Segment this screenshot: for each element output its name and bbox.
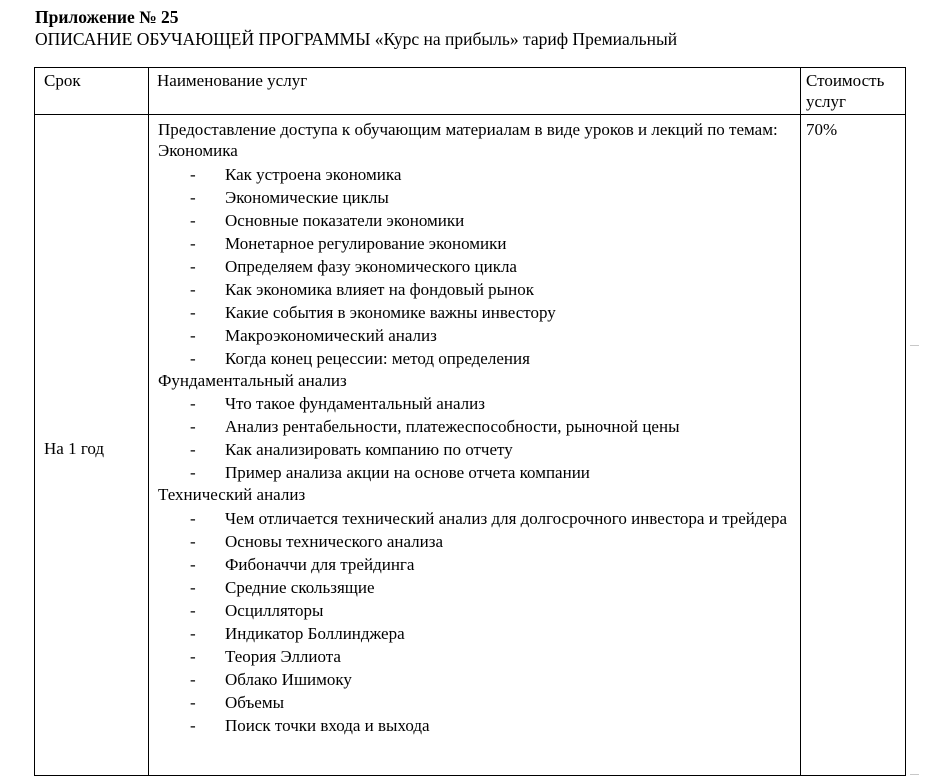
list-item [158, 576, 792, 599]
section-title: Фундаментальный анализ [158, 370, 347, 390]
list-item [158, 232, 792, 255]
list-item-text: Что такое фундаментальный анализ [225, 394, 485, 413]
table-row [35, 115, 906, 776]
list-item-text: Как анализировать компанию по отчету [225, 440, 513, 459]
dash-bullet: - [190, 256, 196, 276]
list-item-text: Какие события в экономике важны инвестору [225, 302, 556, 322]
dash-bullet: - [190, 210, 196, 230]
section-title: Технический анализ [158, 485, 306, 504]
list-item [158, 324, 792, 347]
dash-bullet: - [190, 715, 196, 735]
dash-bullet: - [190, 187, 196, 207]
list-item [158, 714, 792, 737]
list-item [158, 438, 792, 461]
list-item [158, 392, 792, 415]
price-cell [801, 115, 906, 776]
list-item [158, 691, 792, 714]
list-item-text: Когда конец рецессии: метод определения [225, 348, 530, 368]
list-item-text: Макроэкономический анализ [225, 325, 437, 345]
document-title: ОПИСАНИЕ ОБУЧАЮЩЕЙ ПРОГРАММЫ «Курс на прибыль» тариф Премиальный [35, 29, 678, 49]
list-item-text: Облако Ишимоку [225, 669, 352, 689]
dash-bullet: - [190, 531, 196, 551]
dash-bullet: - [190, 646, 196, 666]
list-item [158, 255, 792, 278]
list-item-text: Основы технического анализа [225, 531, 444, 551]
list-item [158, 530, 792, 553]
list-item-text: Осцилляторы [225, 600, 324, 620]
list-item [158, 163, 792, 186]
list-item [158, 278, 792, 301]
dash-bullet: - [190, 463, 196, 482]
list-item-text: Экономические циклы [225, 187, 389, 207]
page-heading [35, 6, 677, 50]
table-header-row [35, 68, 906, 115]
list-item [158, 645, 792, 668]
dash-bullet: - [190, 692, 196, 712]
list-item-text: Как устроена экономика [225, 164, 402, 184]
dash-bullet: - [190, 669, 196, 689]
list-item-text: Пример анализа акции на основе отчета компании [225, 463, 590, 482]
list-item [158, 622, 792, 645]
list-item-text: Чем отличается технический анализ для долгосрочного инвестора и трейдера [225, 508, 788, 528]
list-item-text: Поиск точки входа и выхода [225, 715, 430, 735]
list-item [158, 553, 792, 576]
list-item [158, 209, 792, 232]
dash-bullet: - [190, 508, 196, 528]
dash-bullet: - [190, 577, 196, 597]
list-item [158, 461, 792, 484]
list-item-text: Средние скользящие [225, 577, 375, 597]
page-edge-mark [910, 774, 919, 775]
topic-list [158, 163, 792, 370]
list-item-text: Фибоначчи для трейдинга [225, 554, 415, 574]
program-table [34, 67, 906, 776]
appendix-number: Приложение № 25 [35, 7, 179, 27]
dash-bullet: - [190, 279, 196, 299]
services-cell [149, 115, 801, 776]
list-item-text: Как экономика влияет на фондовый рынок [225, 279, 534, 299]
dash-bullet: - [190, 394, 196, 413]
services-intro: Предоставление доступа к обучающим материалам в виде уроков и лекций по темам: [158, 120, 778, 139]
dash-bullet: - [190, 325, 196, 345]
list-item [158, 347, 792, 370]
list-item [158, 186, 792, 209]
header-services-label: Наименование услуг [157, 71, 308, 90]
list-item-text: Определяем фазу экономического цикла [225, 256, 517, 276]
header-term-label: Срок [44, 71, 81, 90]
price-value: 70% [806, 120, 838, 139]
list-item [158, 507, 792, 530]
list-item-text: Объемы [225, 692, 285, 712]
dash-bullet: - [190, 302, 196, 322]
term-value: На 1 год [44, 439, 105, 458]
term-cell [35, 115, 149, 776]
header-cell-price [801, 68, 906, 115]
topic-list [158, 392, 792, 484]
list-item [158, 301, 792, 324]
list-item [158, 599, 792, 622]
page-edge-mark [910, 345, 919, 346]
dash-bullet: - [190, 348, 196, 368]
list-item-text: Теория Эллиота [225, 646, 341, 666]
list-item [158, 415, 792, 438]
services-content [149, 115, 800, 775]
topic-list [158, 507, 792, 737]
header-price-label: Стоимость услуг [806, 71, 885, 111]
dash-bullet: - [190, 417, 196, 436]
dash-bullet: - [190, 440, 196, 459]
header-cell-term [35, 68, 149, 115]
list-item-text: Монетарное регулирование экономики [225, 233, 507, 253]
dash-bullet: - [190, 233, 196, 253]
dash-bullet: - [190, 600, 196, 620]
dash-bullet: - [190, 164, 196, 184]
dash-bullet: - [190, 554, 196, 574]
list-item-text: Индикатор Боллинджера [225, 623, 405, 643]
list-item-text: Основные показатели экономики [225, 210, 465, 230]
list-item [158, 668, 792, 691]
dash-bullet: - [190, 623, 196, 643]
section-title: Экономика [158, 141, 238, 160]
header-cell-services [149, 68, 801, 115]
list-item-text: Анализ рентабельности, платежеспособности, рыночной цены [225, 417, 680, 436]
